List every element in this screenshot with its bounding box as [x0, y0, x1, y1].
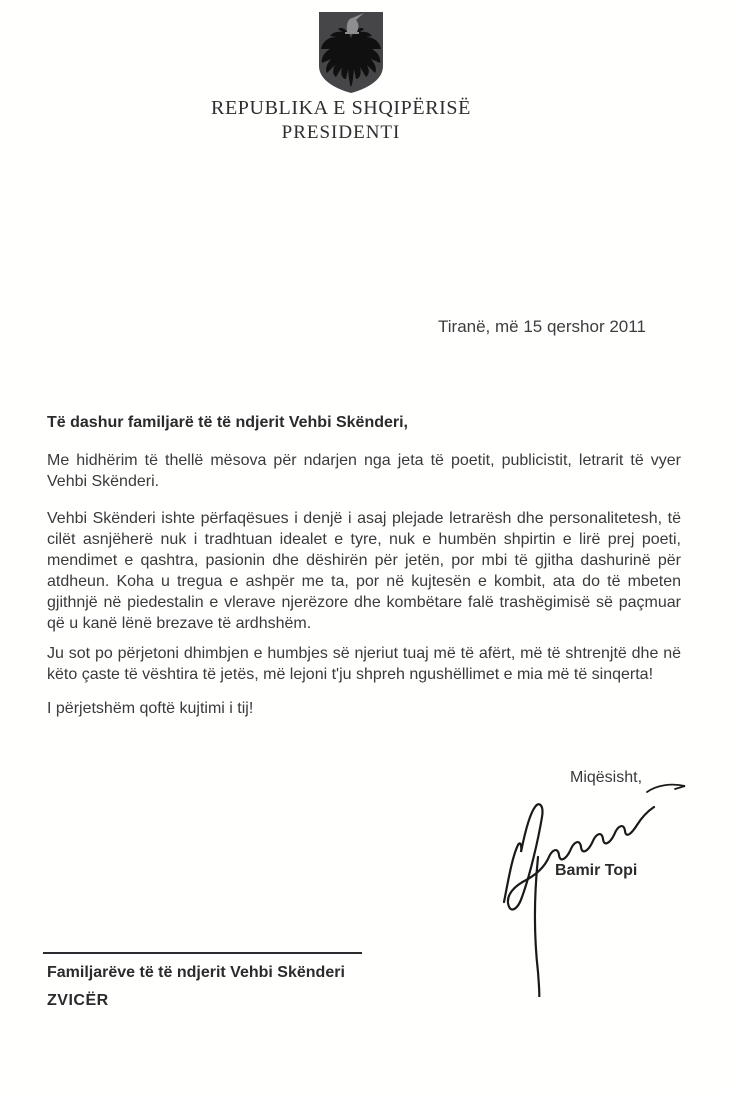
recipient-line2: ZVICËR — [47, 992, 109, 1009]
letter-paragraph-1: Me hidhërim të thellë mësova për ndarjen nga jeta të poetit, publicistit, letrarit të vyer Vehbi Skënderi. — [47, 452, 681, 490]
valediction: Miqësisht, — [570, 769, 643, 786]
republic-title: REPUBLIKA E SHQIPËRISË — [211, 97, 471, 119]
letter-body — [47, 412, 681, 719]
office-title: PRESIDENTI — [281, 122, 401, 143]
signer-name: Bamir Topi — [555, 862, 638, 879]
letter-paragraph-2: Vehbi Skënderi ishte përfaqësues i denjë i asaj plejade letrarësh dhe personalitetesh, të cilët asnjëherë nuk i tradhtuan idealet e tyre, nuk e humbën shpirtin e lirë prej poeti, mendimet e qashtra, pasionin dhe dëshirën për jetën, por mbi të gjitha dashurinë për atdheun. Koha u tregua e ashpër me ta, por në kujtesën e kombit, ata do të mbeten gjithnjë në piedestalin e vlerave njerëzore dhe kombëtare falë trashëgimisë së paçmuar që u kanë lënë brezave të ardhshëm. — [47, 510, 681, 632]
salutation: Të dashur familjarë të të ndjerit Vehbi Skënderi, — [47, 414, 408, 431]
date-line: Tiranë, më 15 qershor 2011 — [438, 317, 646, 336]
letter-paragraph-4: I përjetshëm qoftë kujtimi i tij! — [47, 700, 254, 717]
recipient-line1: Familjarëve të të ndjerit Vehbi Skënderi — [47, 964, 345, 981]
recipient-divider — [43, 952, 362, 954]
pen-mark-icon — [645, 780, 687, 796]
bamir-topi-signature-icon — [482, 797, 667, 997]
letter-paragraph-3: Ju sot po përjetoni dhimbjen e humbjes së njeriut tuaj më të afërt, më të shtrenjtë dhe në këto çaste të vështira të jetës, më lejoni t'ju shpreh ngushëllimet e mia më të sinqerta! — [47, 645, 681, 683]
albanian-coat-of-arms-icon — [317, 10, 385, 96]
